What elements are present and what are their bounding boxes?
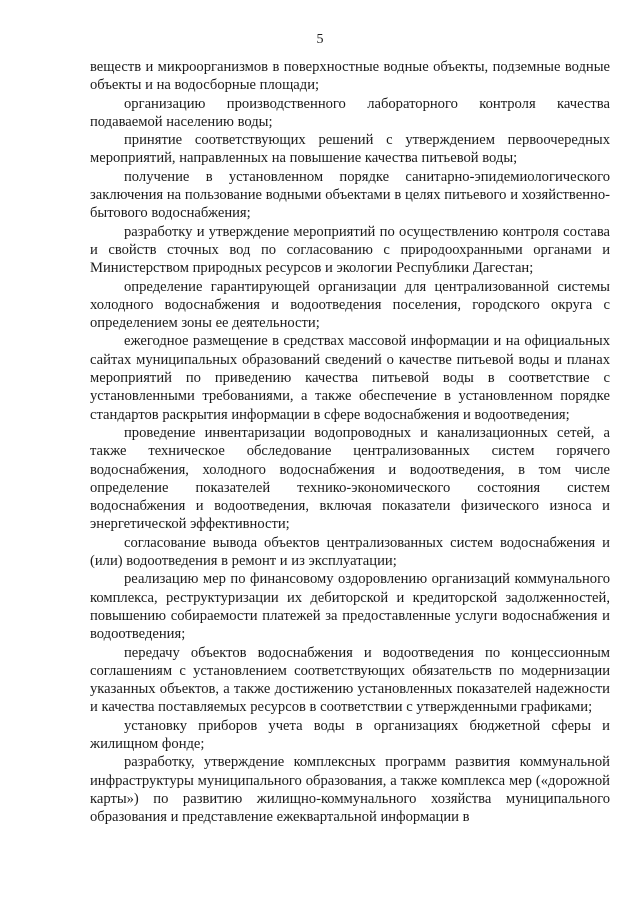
body-text xyxy=(90,58,610,826)
paragraph-water-meters: установку приборов учета воды в организациях бюджетной сферы и жилищном фонде; xyxy=(90,717,610,752)
page-number: 5 xyxy=(316,32,324,47)
paragraph-media-publication: ежегодное размещение в средствах массовой информации и на официальных сайтах муниципальных образований сведений о качестве питьевой воды и планах мероприятий по приведению качества питьевой воды в соответствие с установленными требованиями, а также обеспечение в установленном порядке стандартов раскрытия информации в сфере водоснабжения и водоотведения; xyxy=(90,333,610,423)
paragraph-lab-control: организацию производственного лабораторного контроля качества подаваемой населению воды; xyxy=(90,95,610,130)
paragraph-infrastructure-programs: разработку, утверждение комплексных программ развития коммунальной инфраструктуры муниципального образования, а также комплекса мер («дорожной карты») по развитию жилищно-коммунального хозяйства муниципального образования и представление ежеквартальной информации в xyxy=(90,754,610,826)
paragraph-continued: веществ и микроорганизмов в поверхностные водные объекты, подземные водные объекты и на водосборные площади; xyxy=(90,59,610,94)
paragraph-decommissioning: согласование вывода объектов централизованных систем водоснабжения и (или) водоотведения в ремонт и из эксплуатации; xyxy=(90,534,610,570)
paragraph-inventory: проведение инвентаризации водопроводных и канализационных сетей, а также техническое обследование централизованных систем горячего водоснабжения, холодного водоснабжения и водоотведения, в том числе определение показателей технико-экономического состояния систем водоснабжения и водоотведения, включая показатели физического износа и энергетической эффективности; xyxy=(90,424,610,533)
paragraph-guaranteeing-organization: определение гарантирующей организации для централизованной системы холодного водоснабжения и водоотведения поселения, городского округа с определением зоны ее деятельности; xyxy=(90,278,610,332)
paragraph-sanitary-conclusion: получение в установленном порядке санитарно-эпидемиологического заключения на пользование водными объектами в целях питьевого и хозяйственно-бытового водоснабжения; xyxy=(90,168,610,222)
paragraph-financial-recovery: реализацию мер по финансовому оздоровлению организаций коммунального комплекса, реструктуризации их дебиторской и кредиторской задолженностей, повышению собираемости платежей за предоставленные услуги водоснабжения и водоотведения; xyxy=(90,571,610,643)
paragraph-decisions: принятие соответствующих решений с утверждением первоочередных мероприятий, направленных на повышение качества питьевой воды; xyxy=(90,132,610,167)
paragraph-wastewater-control: разработку и утверждение мероприятий по осуществлению контроля состава и свойств сточных вод по согласованию с природоохранными органами и Министерством природных ресурсов и экологии Республики Дагестан; xyxy=(90,223,610,277)
paragraph-concessions: передачу объектов водоснабжения и водоотведения по концессионным соглашениям с установлением соответствующих обязательств по модернизации указанных объектов, а также достижению установленных показателей надежности и качества поставляемых ресурсов в соответствии с утвержденными графиками; xyxy=(90,644,610,716)
